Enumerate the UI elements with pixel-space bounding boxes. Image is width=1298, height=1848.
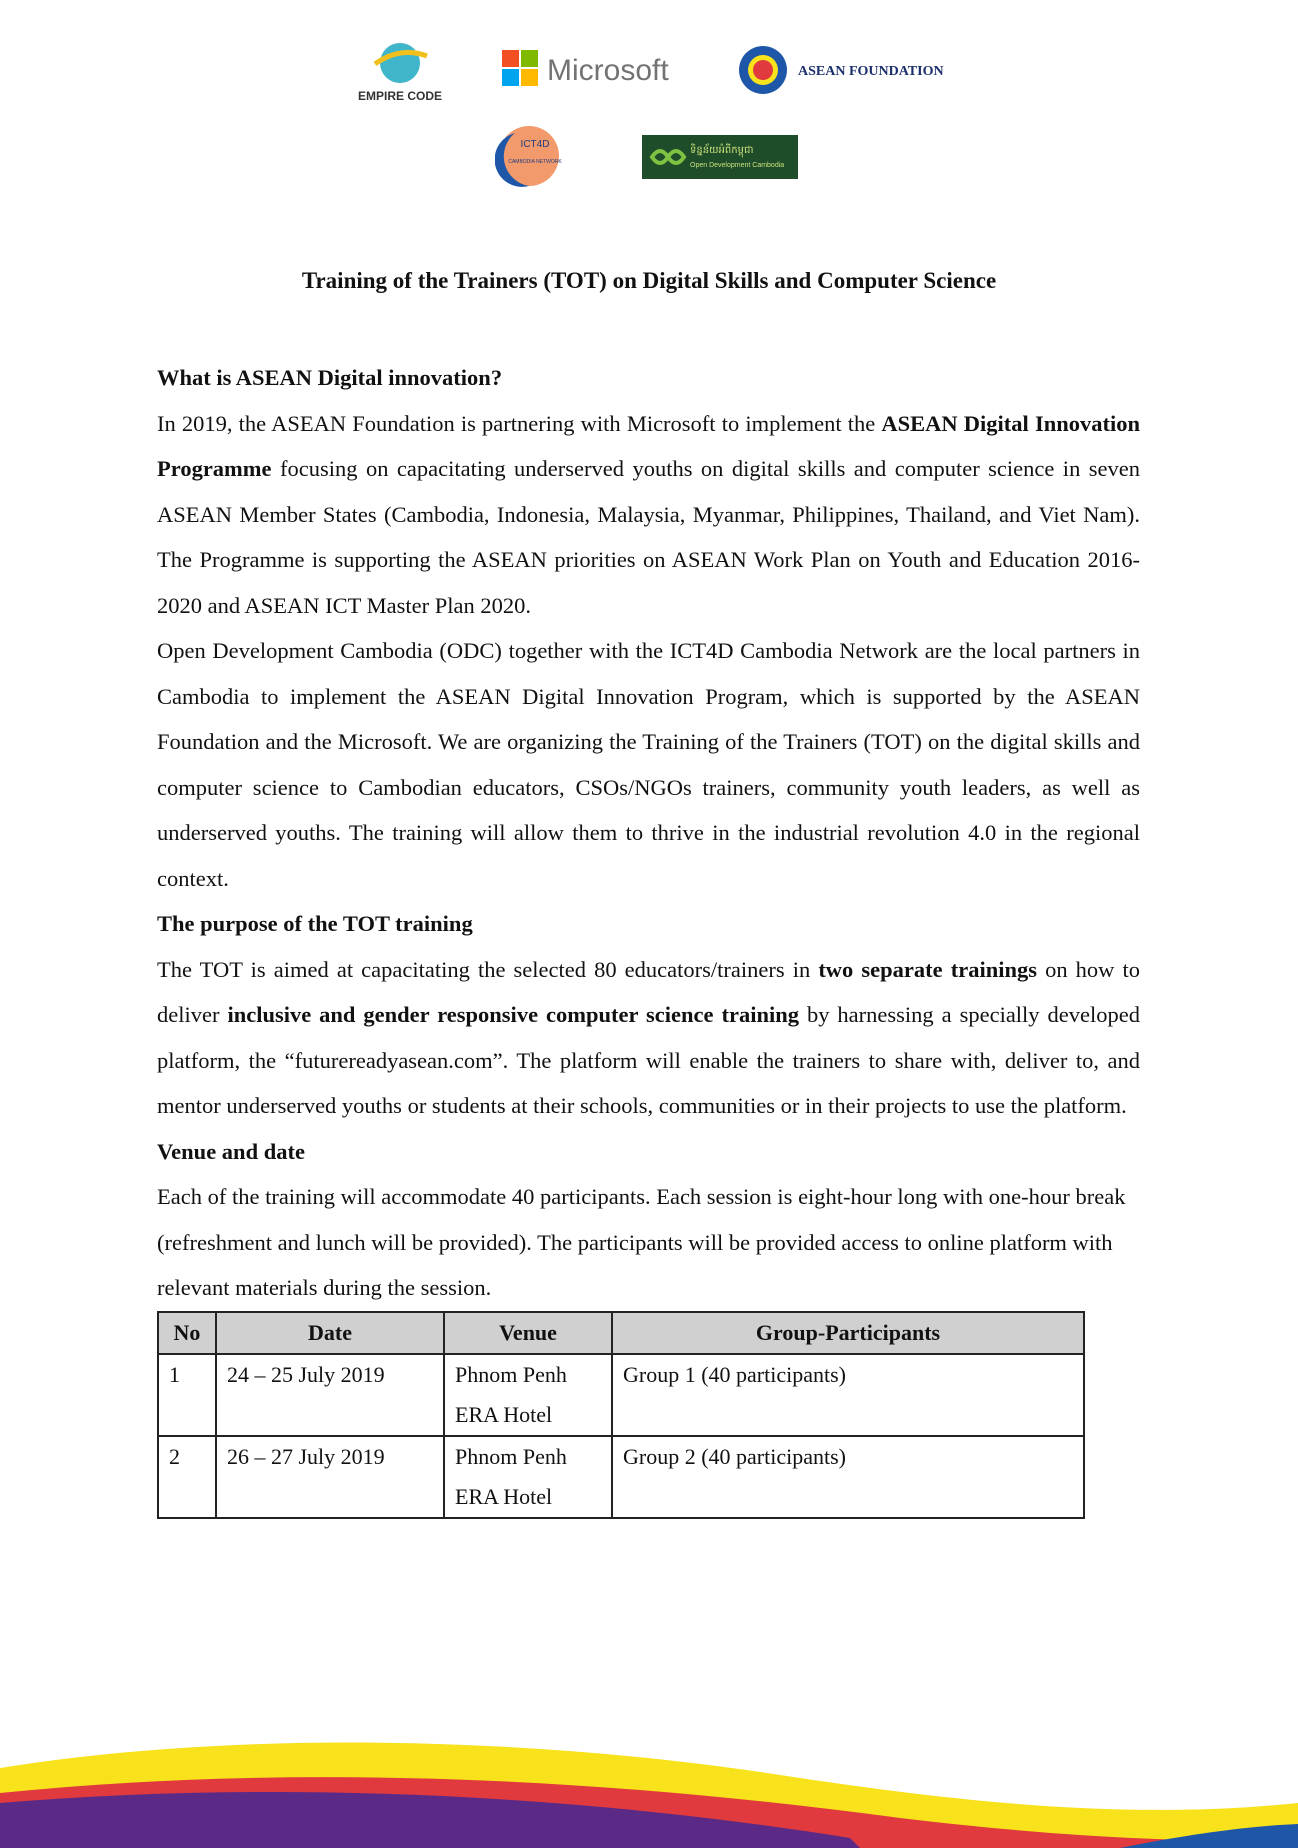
paragraph-venue: Each of the training will accommodate 40 participants. Each session is eight-hour long with one-hour break (refreshment and lunch will be provided). The participants will be provided access to online platform with relevant materials during the session.: [157, 1184, 1126, 1300]
section-heading-what-is: What is ASEAN Digital innovation?: [157, 365, 503, 390]
venue-hotel: ERA Hotel: [455, 1401, 553, 1427]
two-trainings-bold: two separate trainings: [818, 956, 1037, 982]
ict4d-logo: [495, 125, 567, 187]
ict4d-logo-text: ICT4D: [520, 139, 550, 150]
paragraph-intro: [157, 401, 1140, 629]
column-header-group: Group-Participants: [612, 1312, 1084, 1354]
table-header-row: [158, 1312, 1084, 1354]
empire-code-logo-text: EMPIRE CODE: [357, 89, 443, 103]
programme-name-bold: ASEAN Digital Innovation Programme: [157, 410, 1140, 481]
section-heading-purpose: The purpose of the TOT training: [157, 911, 473, 936]
cell-date: 26 – 27 July 2019: [216, 1436, 444, 1518]
asean-foundation-logo-text: ASEAN FOUNDATION: [798, 64, 944, 79]
table-row: [158, 1354, 1084, 1436]
microsoft-logo-text: Microsoft: [547, 54, 669, 87]
odc-logo: [642, 135, 798, 179]
cell-no: 2: [158, 1436, 216, 1518]
empire-code-logo: [335, 38, 465, 108]
table-row: [158, 1436, 1084, 1518]
venue-city: Phnom Penh: [455, 1443, 567, 1469]
column-header-date: Date: [216, 1312, 444, 1354]
column-header-no: No: [158, 1312, 216, 1354]
cell-group: Group 2 (40 participants): [612, 1436, 1084, 1518]
ict4d-logo-subtext: CAMBODIA NETWORK: [508, 159, 562, 165]
venue-hotel: ERA Hotel: [455, 1483, 553, 1509]
paragraph-partners: Open Development Cambodia (ODC) together with the ICT4D Cambodia Network are the local partners in Cambodia to implement the ASEAN Digital Innovation Program, which is supported by the ASEAN Foundation and the Microsoft. We are organizing the Training of the Trainers (TOT) on the digital skills and computer science to Cambodian educators, CSOs/NGOs trainers, community youth leaders, as well as underserved youths. The training will allow them to thrive in the industrial revolution 4.0 in the regional context.: [157, 638, 1140, 891]
paragraph-intro-part: focusing on capacitating underserved youths on digital skills and computer science in seven ASEAN Member States (Cambodia, Indonesia, Malaysia, Myanmar, Philippines, Thailand, and Viet Nam). The Programme is supporting the ASEAN priorities on ASEAN Work Plan on Youth and Education 2016-2020 and ASEAN ICT Master Plan 2020.: [157, 456, 1140, 618]
venue-table: [157, 1311, 1085, 1519]
cell-venue: [444, 1354, 612, 1436]
asean-foundation-logo: [738, 45, 958, 95]
cell-no: 1: [158, 1354, 216, 1436]
odc-logo-khmer-text: ទិន្នន័យអំពីកម្ពុជា: [690, 145, 754, 156]
cell-date: 24 – 25 July 2019: [216, 1354, 444, 1436]
microsoft-logo: [502, 50, 692, 90]
odc-logo-text: Open Development Cambodia: [690, 162, 785, 169]
inclusive-training-bold: inclusive and gender responsive computer science training: [227, 1002, 799, 1027]
document-title: Training of the Trainers (TOT) on Digital Skills and Computer Science: [301, 268, 997, 293]
document-body: [157, 355, 1140, 1519]
section-heading-venue: Venue and date: [157, 1138, 305, 1164]
decorative-footer-wave: [0, 1708, 1298, 1848]
paragraph-purpose-part: The TOT is aimed at capacitating the selected 80 educators/trainers in: [157, 956, 819, 982]
venue-city: Phnom Penh: [455, 1361, 567, 1387]
cell-group: Group 1 (40 participants): [612, 1354, 1084, 1436]
paragraph-purpose-part: on how to deliver: [157, 956, 1141, 1027]
cell-venue: [444, 1436, 612, 1518]
paragraph-purpose: [157, 947, 1140, 1129]
column-header-venue: Venue: [444, 1312, 612, 1354]
paragraph-purpose-part: by harnessing a specially developed platform, the “futurereadyasean.com”. The platform will enable the trainers to share with, deliver to, and mentor underserved youths or students at their schools, communities or in their projects to use the platform.: [157, 1002, 1140, 1118]
paragraph-intro-part: In 2019, the ASEAN Foundation is partnering with Microsoft to implement the: [157, 410, 882, 436]
